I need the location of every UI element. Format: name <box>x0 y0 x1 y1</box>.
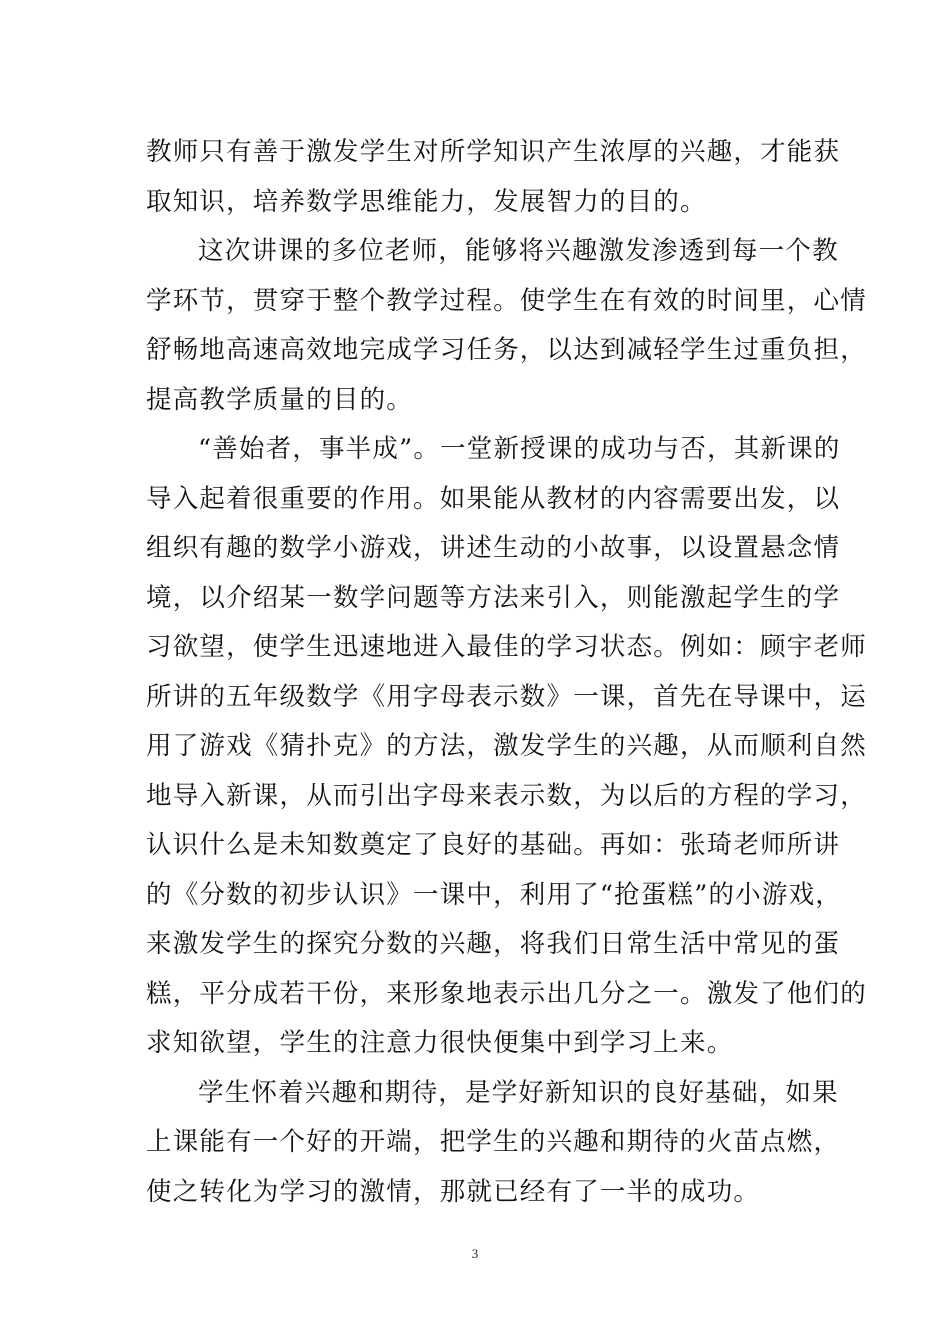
paragraph-3-line-9: 认识什么是未知数奠定了良好的基础。再如：张琦老师所讲 <box>146 830 841 860</box>
paragraph-4-line-1: 学生怀着兴趣和期待，是学好新知识的良好基础，如果 <box>198 1077 839 1108</box>
paragraph-3-line-1: “善始者，事半成”。一堂新授课的成功与否，其新课的 <box>198 434 841 464</box>
paragraph-4-line-2: 上课能有一个好的开端，把学生的兴趣和期待的火苗点燃， <box>146 1127 841 1157</box>
paragraph-3-line-8: 地导入新课，从而引出字母来表示数，为以后的方程的学习， <box>146 780 867 811</box>
paragraph-3-line-13: 求知欲望，学生的注意力很快便集中到学习上来。 <box>146 1028 734 1058</box>
paragraph-3-line-11: 来激发学生的探究分数的兴趣，将我们日常生活中常见的蛋 <box>146 929 841 959</box>
paragraph-2-line-4: 提高教学质量的目的。 <box>146 384 414 415</box>
paragraph-2-line-3: 舒畅地高速高效地完成学习任务，以达到减轻学生过重负担， <box>146 335 867 365</box>
paragraph-2-line-1: 这次讲课的多位老师，能够将兴趣激发渗透到每一个教 <box>198 236 839 266</box>
paragraph-3-line-3: 组织有趣的数学小游戏，讲述生动的小故事，以设置悬念情 <box>146 533 841 563</box>
paragraph-3-line-2: 导入起着很重要的作用。如果能从教材的内容需要出发，以 <box>146 483 841 514</box>
paragraph-3-line-12: 糕，平分成若干份，来形象地表示出几分之一。激发了他们的 <box>146 978 867 1009</box>
paragraph-1-line-1: 教师只有善于激发学生对所学知识产生浓厚的兴趣，才能获 <box>146 137 841 167</box>
paragraph-1-line-2: 取知识，培养数学思维能力，发展智力的目的。 <box>146 186 707 217</box>
paragraph-3-line-7: 用了游戏《猜扑克》的方法，激发学生的兴趣，从而顺利自然 <box>146 731 867 761</box>
body-text <box>146 128 867 1217</box>
paragraph-3-line-10: 的《分数的初步认识》一课中，利用了“抢蛋糕”的小游戏， <box>146 879 842 910</box>
paragraph-3-line-6: 所讲的五年级数学《用字母表示数》一课，首先在导课中，运 <box>146 681 867 712</box>
paragraph-3-line-5: 习欲望，使学生迅速地进入最佳的学习状态。例如：顾宇老师 <box>146 632 867 662</box>
paragraph-2-line-2: 学环节，贯穿于整个教学过程。使学生在有效的时间里，心情 <box>146 285 867 316</box>
paragraph-3-line-4: 境，以介绍某一数学问题等方法来引入，则能激起学生的学 <box>146 582 841 613</box>
page-number: 3 <box>471 1246 479 1261</box>
paragraph-4-line-3: 使之转化为学习的激情，那就已经有了一半的成功。 <box>146 1176 761 1207</box>
